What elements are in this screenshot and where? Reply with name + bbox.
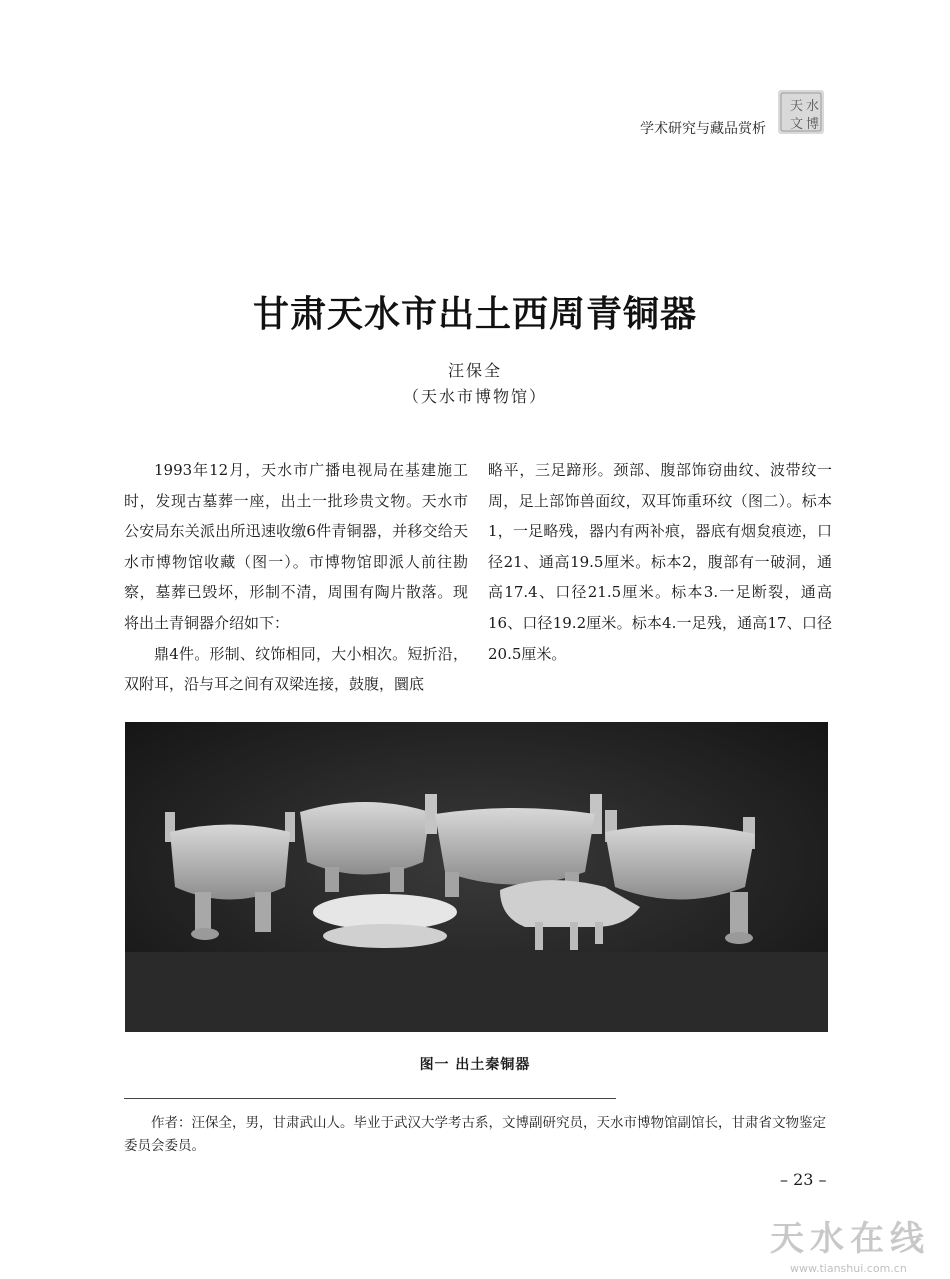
body-paragraph: 鼎4件。形制、纹饰相同，大小相次。短折沿，双附耳，沿与耳之间有双梁连接，鼓腹，圜底	[124, 644, 468, 694]
bronze-vessels-photo	[125, 722, 828, 1032]
journal-seal-logo	[776, 88, 826, 136]
svg-text:文: 文	[790, 117, 804, 132]
body-paragraph: 略平，三足蹄形。颈部、腹部饰窃曲纹、波带纹一周，足上部饰兽面纹，双耳饰重环纹（图二）。标本1，一足略残，器内有两补痕，器底有烟炱痕迹，口径21、通高19.5厘米。标本2，腹部有一破洞，通高17.4、口径21.5厘米。标本3.一足断裂，通高16、口径19.2厘米。标本4.一足残，通高17、口径20.5厘米。	[488, 461, 832, 663]
page-number: – 23 –	[780, 1170, 827, 1189]
svg-text:水: 水	[806, 99, 820, 114]
section-label: 学术研究与藏品赏析	[640, 121, 766, 137]
author-footnote: 作者：汪保全，男，甘肃武山人。毕业于武汉大学考古系，文博副研究员，天水市博物馆副馆长，甘肃省文物鉴定委员会委员。	[124, 1115, 826, 1154]
body-column-right	[488, 455, 832, 669]
author-name: 汪保全	[447, 361, 502, 380]
author-affiliation: （天水市博物馆）	[402, 387, 547, 406]
body-column-left	[124, 455, 468, 700]
svg-text:博: 博	[806, 117, 820, 132]
footnote-divider	[124, 1098, 616, 1099]
site-watermark-logo	[760, 1212, 950, 1279]
svg-text:天水在线: 天水在线	[770, 1219, 930, 1259]
article-title: 甘肃天水市出土西周青铜器	[252, 294, 697, 335]
bronze-plate	[313, 894, 457, 948]
figure-caption: 图一 出土秦铜器	[419, 1057, 531, 1073]
svg-text:www.tianshui.com.cn: www.tianshui.com.cn	[790, 1262, 907, 1275]
body-paragraph: 1993年12月，天水市广播电视局在基建施工时，发现古墓葬一座，出土一批珍贵文物。天水市公安局东关派出所迅速收缴6件青铜器，并移交给天水市博物馆收藏（图一）。市博物馆即派人前往勘察，墓葬已毁坏，形制不清，周围有陶片散落。现将出土青铜器介绍如下：	[124, 461, 468, 632]
svg-text:天: 天	[790, 99, 804, 114]
